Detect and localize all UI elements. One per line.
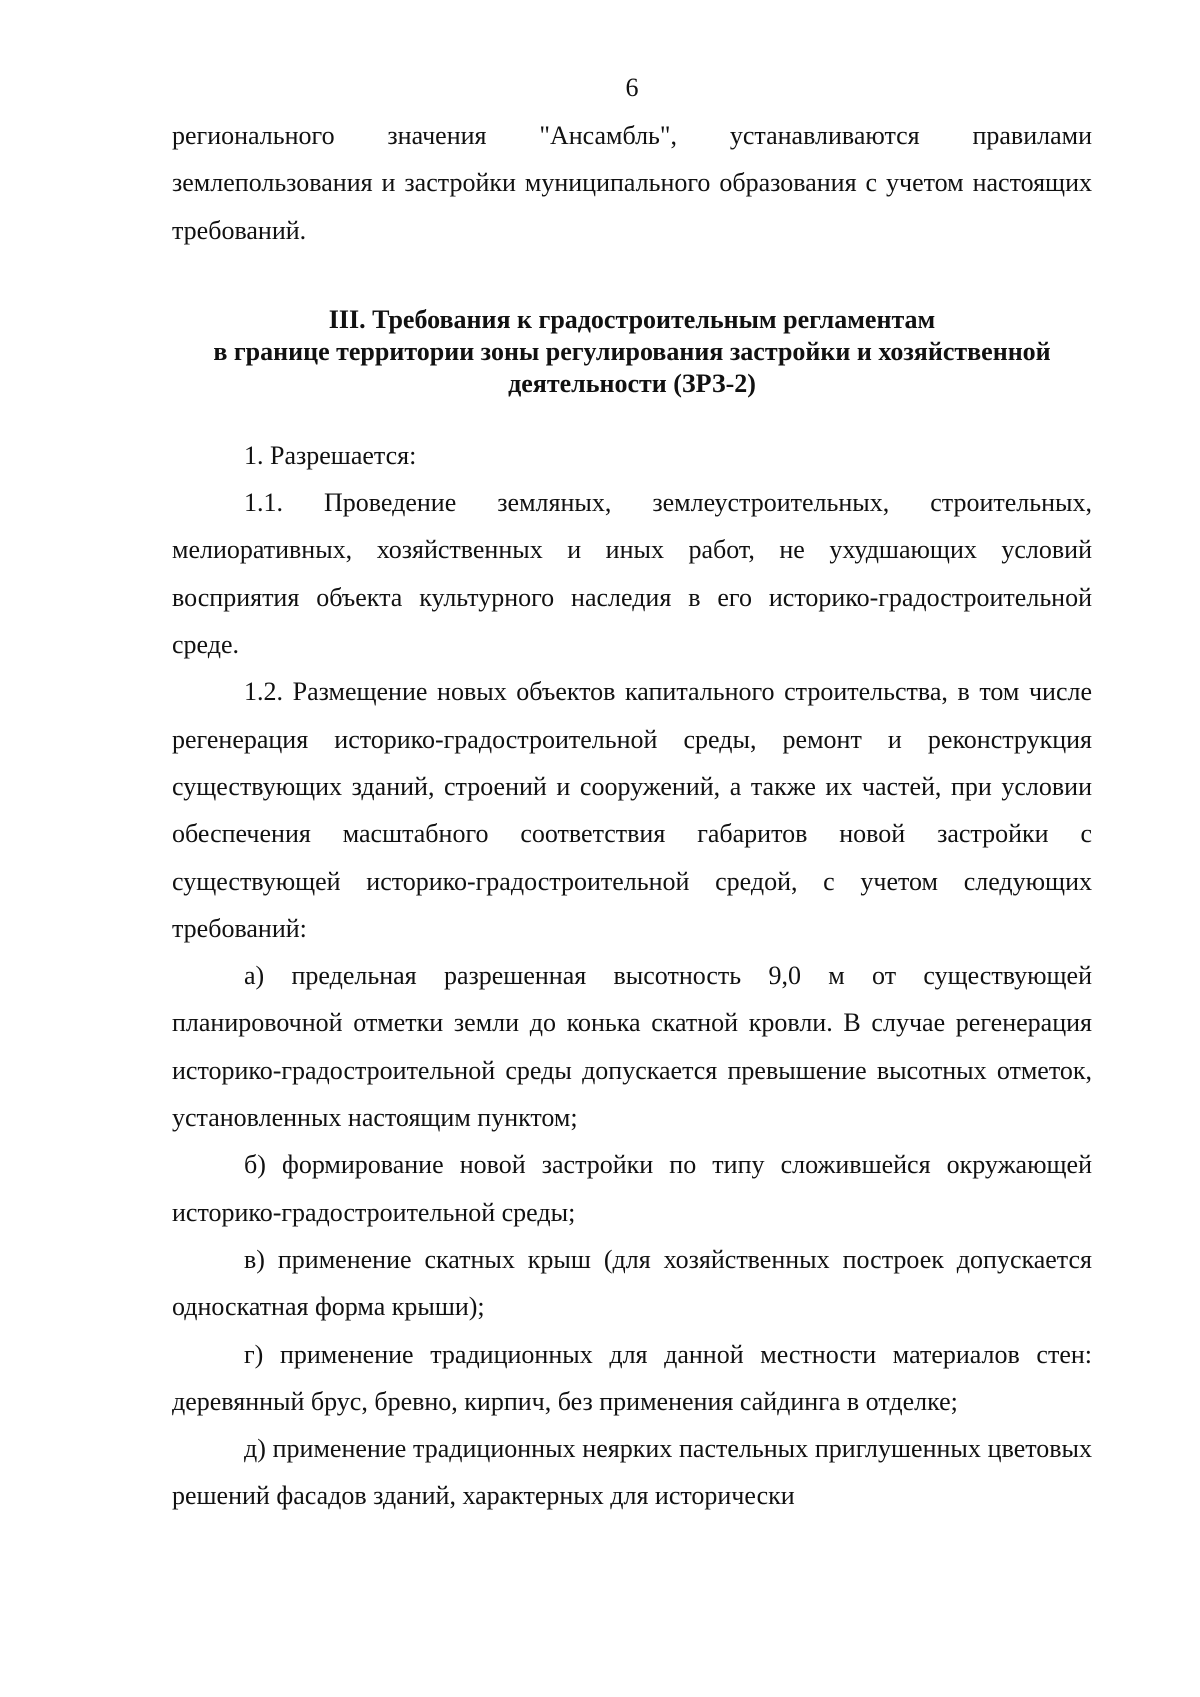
- document-body: [172, 112, 1092, 1520]
- intro-paragraph: регионального значения "Ансамбль", устанавливаются правилами землепользования и застройки муниципального образования с учетом настоящих требований.: [172, 121, 1092, 245]
- section-heading-line-2: в границе территории зоны регулирования застройки и хозяйственной: [213, 336, 1051, 366]
- paragraph-a: а) предельная разрешенная высотность 9,0 м от существующей планировочной отметки земли до конька скатной кровли. В случае регенерация историко-градостроительной среды допускается превышение высотных отметок, установленных настоящим пунктом;: [172, 961, 1092, 1133]
- section-heading: [172, 304, 1092, 400]
- page-number: 6: [625, 73, 639, 102]
- paragraph-d: д) применение традиционных неярких пастельных приглушенных цветовых решений фасадов зданий, характерных для исторически: [172, 1434, 1092, 1511]
- section-heading-line-1: III. Требования к градостроительным регламентам: [328, 304, 936, 334]
- paragraph-1: 1. Разрешается:: [244, 440, 417, 470]
- paragraph-g: г) применение традиционных для данной местности материалов стен: деревянный брус, бревно, кирпич, без применения сайдинга в отделке;: [172, 1339, 1092, 1416]
- document-page: [172, 0, 1092, 1697]
- paragraph-b: б) формирование новой застройки по типу сложившейся окружающей историко-градостроительной среды;: [172, 1150, 1092, 1227]
- section-heading-line-3: деятельности (ЗРЗ-2): [508, 368, 756, 398]
- paragraph-1-2: 1.2. Размещение новых объектов капитального строительства, в том числе регенерация историко-градостроительной среды, ремонт и реконструкция существующих зданий, строений и сооружений, а также их частей, при условии обеспечения масштабного соответствия габаритов новой застройки с существующей историко-градостроительной средой, с учетом следующих требований:: [172, 677, 1092, 943]
- paragraph-v: в) применение скатных крыш (для хозяйственных построек допускается односкатная форма крыши);: [172, 1244, 1092, 1322]
- paragraph-1-1: 1.1. Проведение земляных, землеустроительных, строительных, мелиоративных, хозяйственных и иных работ, не ухудшающих условий восприятия объекта культурного наследия в его историко-градостроительной среде.: [172, 488, 1092, 660]
